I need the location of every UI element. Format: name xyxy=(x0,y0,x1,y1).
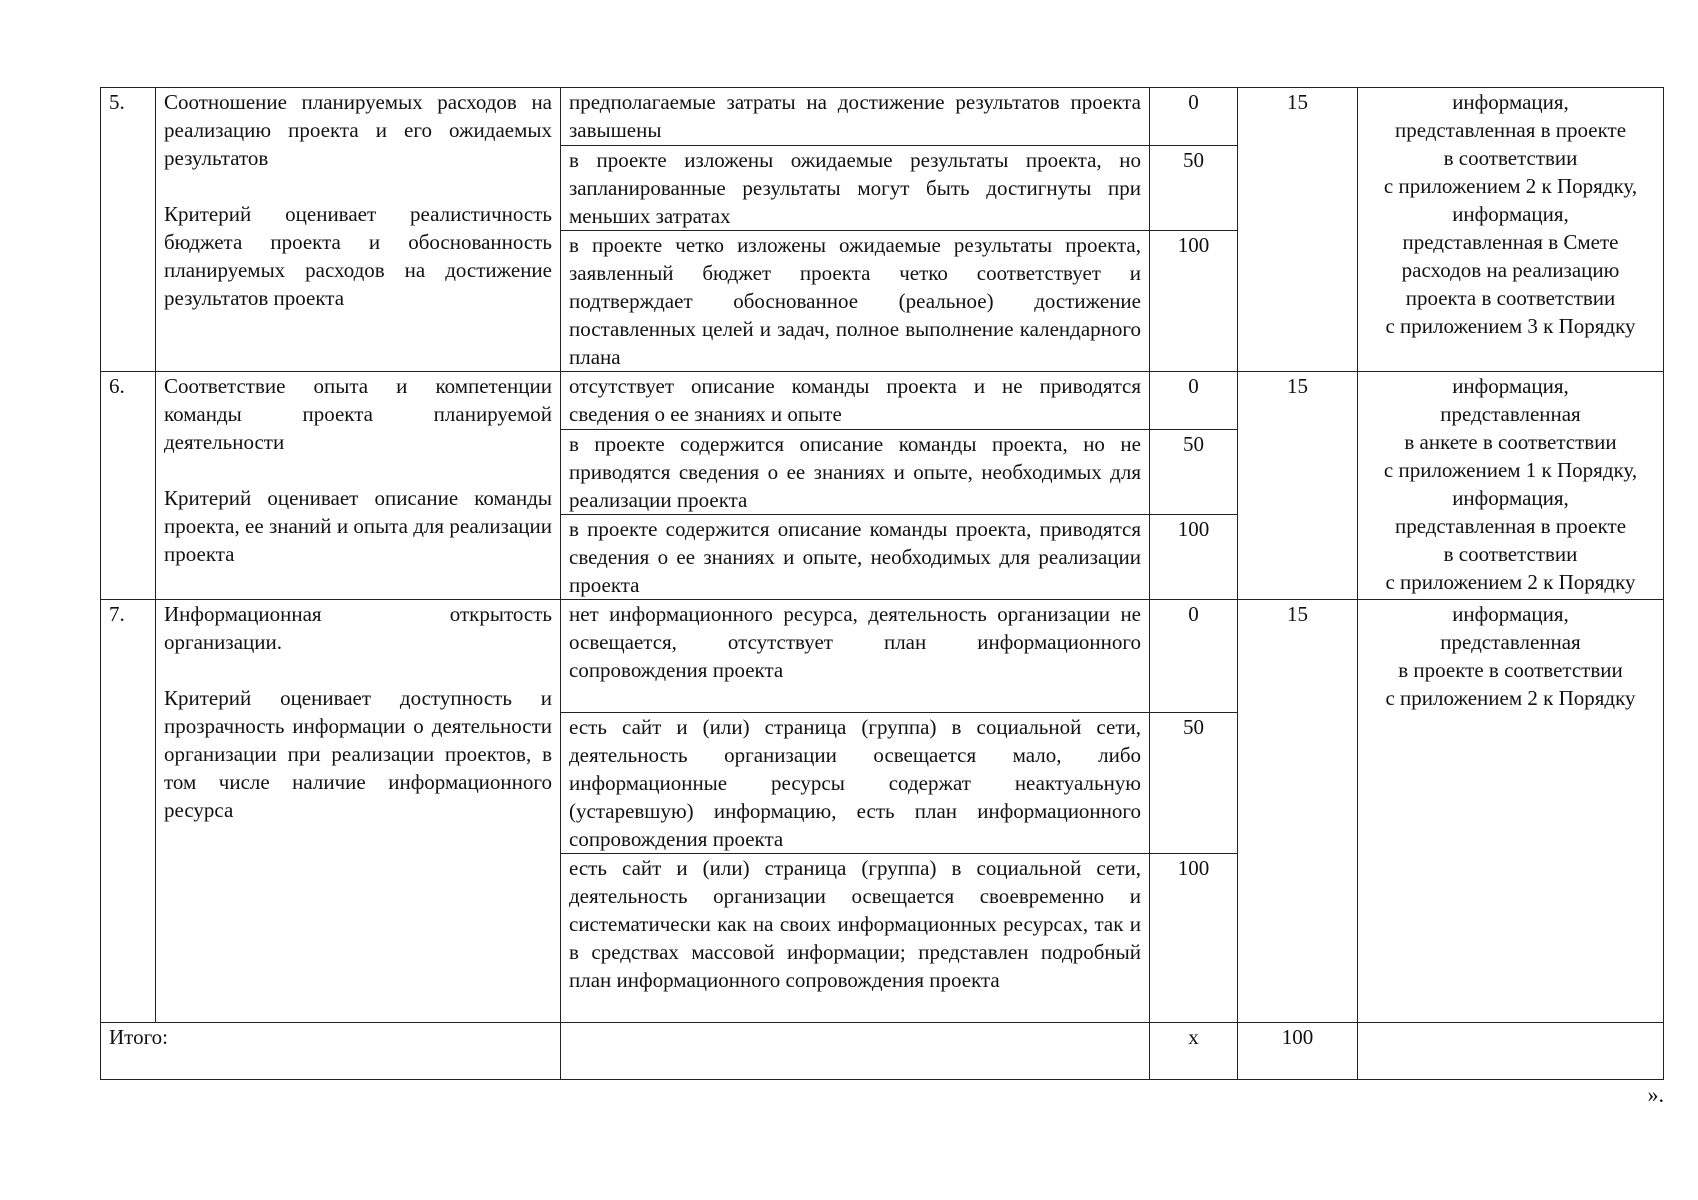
source-line: представленная в Смете xyxy=(1402,230,1619,254)
level-score: 0 xyxy=(1150,88,1238,146)
level-score: 0 xyxy=(1150,372,1238,430)
criterion-title-cell xyxy=(156,372,561,600)
source-line: проекта в соответствии xyxy=(1405,286,1616,310)
level-description: нет информационного ресурса, деятельность организации не освещается, отсутствует план информационного сопровождения проекта xyxy=(561,600,1150,713)
source-line: представленная в проекте xyxy=(1394,118,1627,142)
level-score: 100 xyxy=(1150,515,1238,600)
total-row xyxy=(101,1023,1664,1080)
source-line: представленная xyxy=(1440,630,1581,654)
source-line: в соответствии xyxy=(1443,146,1578,170)
level-score: 50 xyxy=(1150,430,1238,515)
level-description: в проекте содержится описание команды проекта, приводятся сведения о ее знаниях и опыте, необходимых для реализации проекта xyxy=(561,515,1150,600)
criterion-row-6 xyxy=(101,372,1664,430)
level-description: в проекте четко изложены ожидаемые результаты проекта, заявленный бюджет проекта четко соответствует и подтверждает обоснованное (реальное) достижение поставленных целей и задач, полное выполнение календарного плана xyxy=(561,231,1150,372)
criterion-weight: 15 xyxy=(1238,600,1358,1023)
source-line: информация, xyxy=(1452,202,1569,226)
total-source xyxy=(1358,1023,1664,1080)
source-line: представленная в проекте xyxy=(1394,514,1627,538)
level-description: предполагаемые затраты на достижение результатов проекта завышены xyxy=(561,88,1150,146)
criterion-description: Критерий оценивает реалистичность бюджета проекта и обоснованность планируемых расходов на достижение результатов проекта xyxy=(164,202,552,310)
level-score: 100 xyxy=(1150,854,1238,1023)
level-description: есть сайт и (или) страница (группа) в социальной сети, деятельность организации освещается своевременно и систематически как на своих информационных ресурсах, так и в средствах массовой информации; представлен подробный план информационного сопровождения проекта xyxy=(561,854,1150,1023)
criterion-number: 6. xyxy=(101,372,156,600)
source-line: расходов на реализацию xyxy=(1401,258,1620,282)
level-description: в проекте изложены ожидаемые результаты проекта, но запланированные результаты могут быть достигнуты при меньших затратах xyxy=(561,146,1150,231)
closing-quote-mark: ». xyxy=(1647,1082,1664,1107)
source-line: в анкете в соответствии xyxy=(1404,430,1617,454)
source-line: представленная xyxy=(1440,402,1581,426)
criterion-description: Критерий оценивает доступность и прозрачность информации о деятельности организации при реализации проектов, в том числе наличие информационного ресурса xyxy=(164,686,552,822)
source-line: с приложением 1 к Порядку, xyxy=(1383,458,1638,482)
source-line: информация, xyxy=(1452,90,1569,114)
total-label: Итого: xyxy=(101,1023,561,1080)
source-line: информация, xyxy=(1452,602,1569,626)
criterion-source xyxy=(1358,600,1664,1023)
criterion-title: Соответствие опыта и компетенции команды проекта планируемой деятельности xyxy=(164,374,552,454)
criterion-description: Критерий оценивает описание команды проекта, ее знаний и опыта для реализации проекта xyxy=(164,486,552,566)
criterion-number: 7. xyxy=(101,600,156,1023)
criterion-weight: 15 xyxy=(1238,88,1358,372)
criterion-row-5 xyxy=(101,88,1664,146)
level-description: есть сайт и (или) страница (группа) в социальной сети, деятельность организации освещается мало, либо информационные ресурсы содержат неактуальную (устаревшую) информацию, есть план информационного сопровождения проекта xyxy=(561,713,1150,854)
total-empty-cell xyxy=(561,1023,1150,1080)
level-score: 0 xyxy=(1150,600,1238,713)
source-line: в соответствии xyxy=(1443,542,1578,566)
criterion-number: 5. xyxy=(101,88,156,372)
level-score: 50 xyxy=(1150,146,1238,231)
level-description: в проекте содержится описание команды проекта, но не приводятся сведения о ее знаниях и опыте, необходимых для реализации проекта xyxy=(561,430,1150,515)
criterion-title: Информационная открытость организации. xyxy=(164,602,552,654)
source-line: с приложением 2 к Порядку xyxy=(1385,570,1636,594)
source-line: с приложением 3 к Порядку xyxy=(1385,314,1636,338)
criterion-source xyxy=(1358,88,1664,372)
total-weight: 100 xyxy=(1238,1023,1358,1080)
criterion-source xyxy=(1358,372,1664,600)
total-score: x xyxy=(1150,1023,1238,1080)
source-line: в проекте в соответствии xyxy=(1398,658,1623,682)
criterion-title-cell xyxy=(156,88,561,372)
criterion-title: Соотношение планируемых расходов на реализацию проекта и его ожидаемых результатов xyxy=(164,90,552,170)
source-line: с приложением 2 к Порядку xyxy=(1385,686,1636,710)
source-line: информация, xyxy=(1452,374,1569,398)
level-score: 50 xyxy=(1150,713,1238,854)
source-line: с приложением 2 к Порядку, xyxy=(1383,174,1638,198)
criterion-weight: 15 xyxy=(1238,372,1358,600)
criterion-row-7 xyxy=(101,600,1664,713)
level-score: 100 xyxy=(1150,231,1238,372)
source-line: информация, xyxy=(1452,486,1569,510)
level-description: отсутствует описание команды проекта и не приводятся сведения о ее знаниях и опыте xyxy=(561,372,1150,430)
criteria-table xyxy=(100,87,1664,1080)
criterion-title-cell xyxy=(156,600,561,1023)
